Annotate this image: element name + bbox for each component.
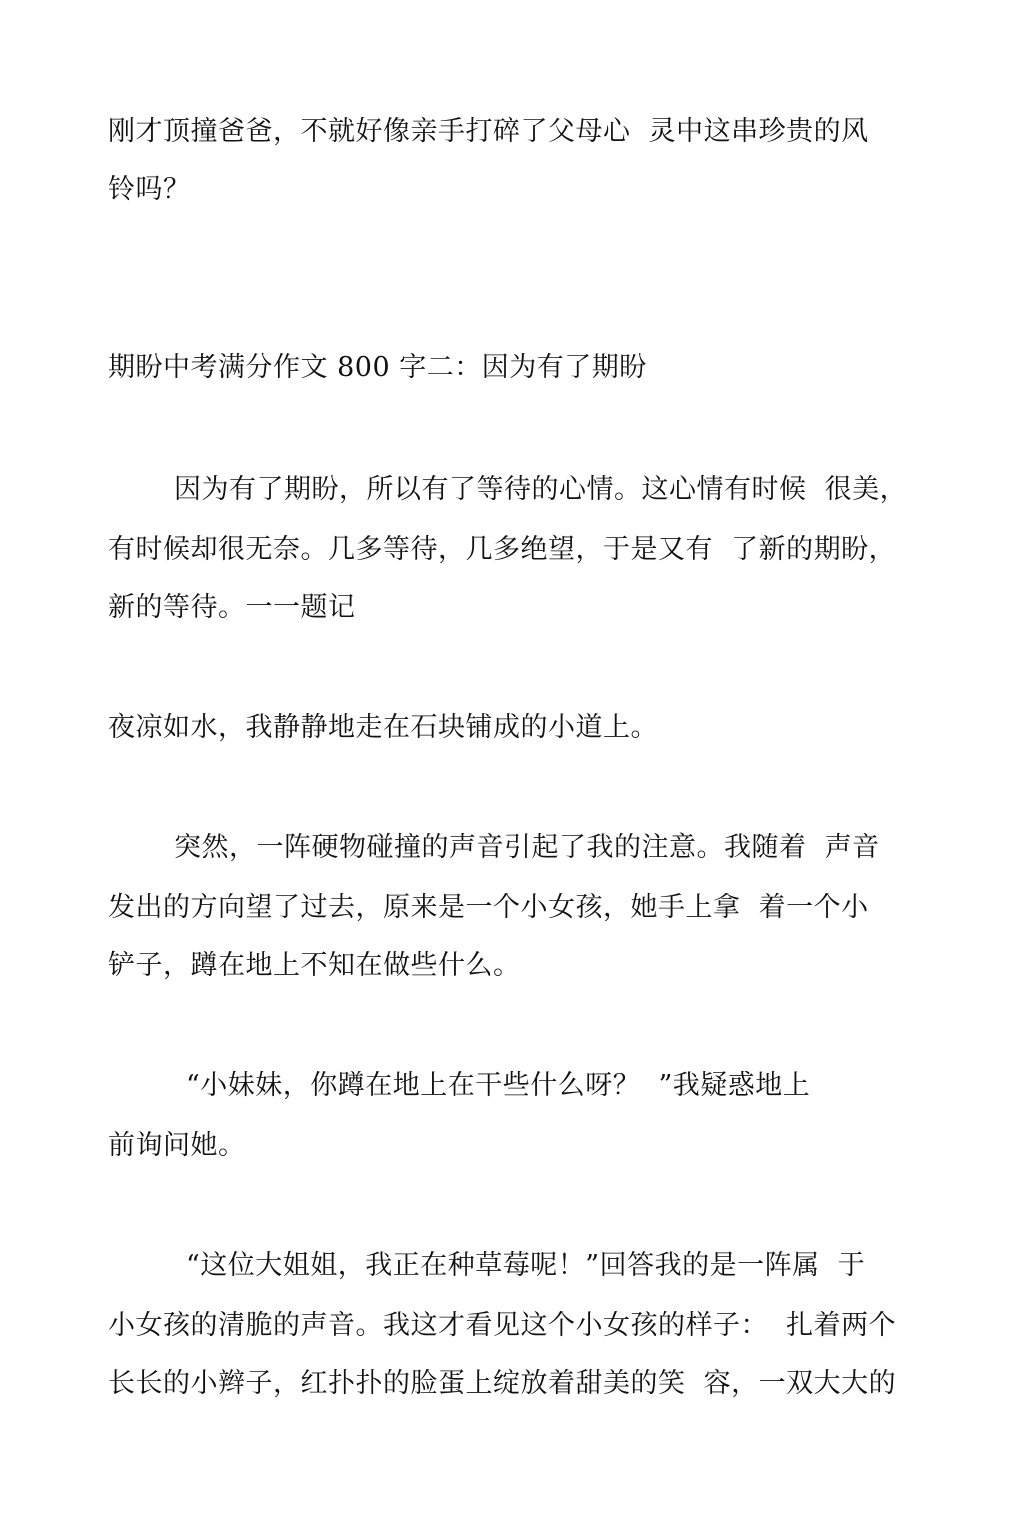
paragraph-line: 突然，一阵硬物碰撞的声音引起了我的注意。我随着 声音 xyxy=(174,832,880,863)
paragraph-line: 新的等待。一一题记 xyxy=(108,592,356,623)
paragraph-line: 铲子，蹲在地上不知在做些什么。 xyxy=(108,950,521,981)
paragraph-line: 长长的小辫子，红扑扑的脸蛋上绽放着甜美的笑 容，一双大大的 xyxy=(108,1368,897,1399)
section-heading: 期盼中考满分作文 800 字二：因为有了期盼 xyxy=(108,352,647,383)
paragraph-line: 因为有了期盼，所以有了等待的心情。这心情有时候 很美， xyxy=(174,474,908,505)
paragraph-line: “这位大姐姐，我正在种草莓呢！”回答我的是一阵属 于 xyxy=(186,1250,866,1281)
paragraph-line: 铃吗？ xyxy=(108,174,191,205)
paragraph-line: 有时候却很无奈。几多等待，几多绝望，于是又有 了新的期盼， xyxy=(108,534,897,565)
paragraph-line: 发出的方向望了过去，原来是一个小女孩，她手上拿 着一个小 xyxy=(108,892,869,923)
paragraph-line: 小女孩的清脆的声音。我这才看见这个小女孩的样子： 扎着两个 xyxy=(108,1310,897,1341)
paragraph-line: 刚才顶撞爸爸，不就好像亲手打碎了父母心 灵中这串珍贵的风 xyxy=(108,116,869,147)
paragraph-line: “小妹妹，你蹲在地上在干些什么呀？ ”我疑惑地上 xyxy=(186,1070,811,1101)
paragraph-line: 前询问她。 xyxy=(108,1130,246,1161)
paragraph-line: 夜凉如水，我静静地走在石块铺成的小道上。 xyxy=(108,712,658,743)
